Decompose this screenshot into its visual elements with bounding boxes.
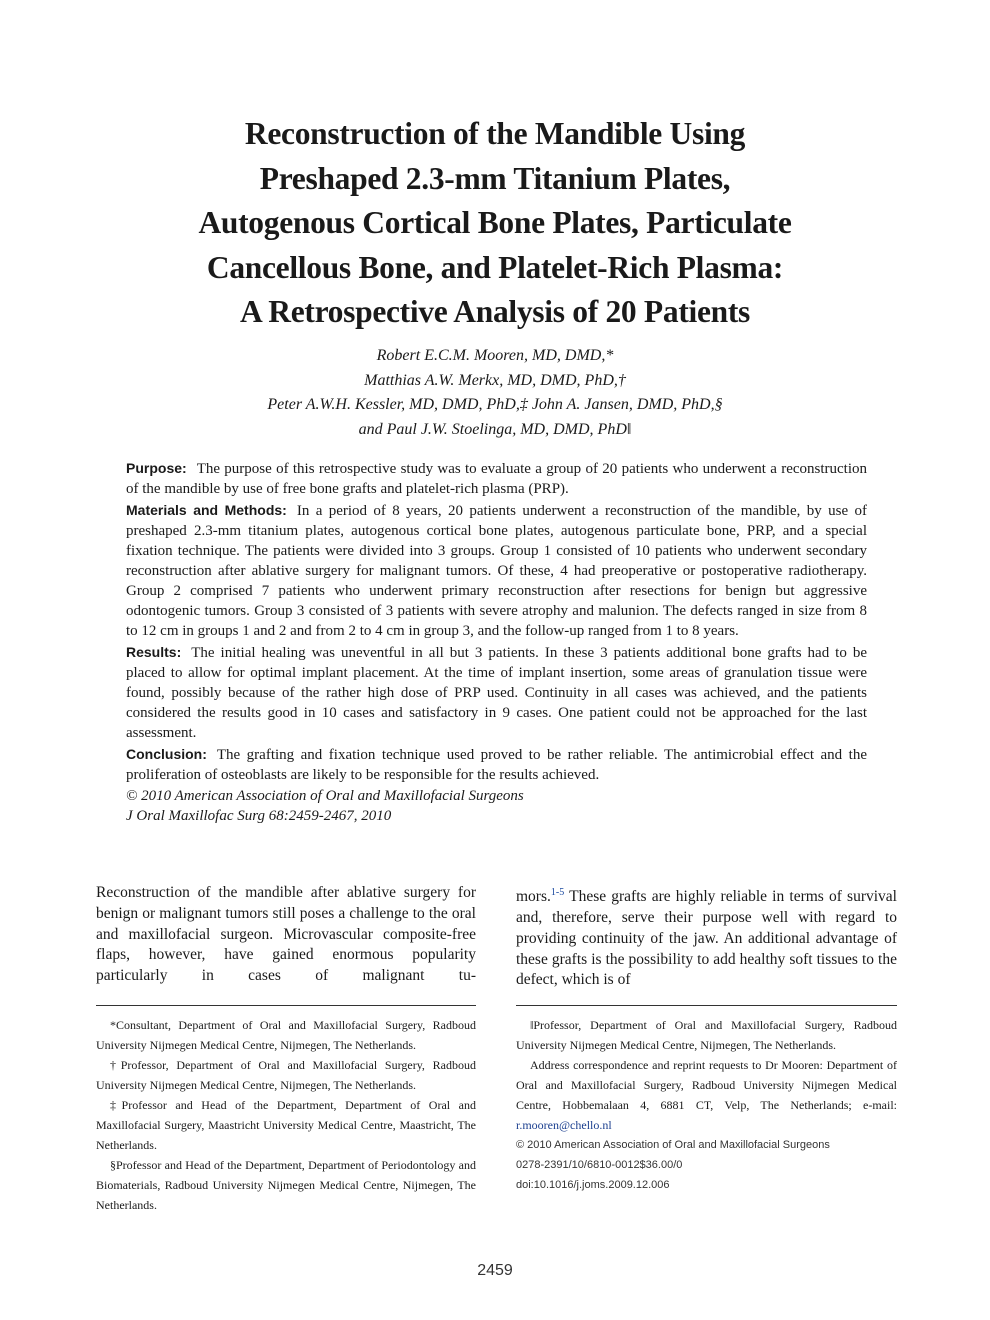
reference-link[interactable]: 1-5 (550, 887, 565, 898)
footnotes-left (96, 1015, 476, 1215)
abstract-text: The initial healing was uneventful in all but 3 patients. In these 3 patients additional bone grafts had to be placed to allow for optimal implant placement. At the time of implant insertion, some areas of granulation tissue were found, possibly because of the rather high dose of PRP used. Continuity in all cases was achieved, and the patients considered the results good in 10 cases and satisfactory in 9 cases. One patient could not be approached for the last assessment. (126, 645, 867, 741)
abstract-purpose (126, 458, 867, 499)
body-text-right (516, 883, 897, 991)
journal-citation: J Oral Maxillofac Surg 68:2459-2467, 2010 (126, 808, 392, 824)
abstract-text: The grafting and fixation technique used proved to be rather reliable. The antimicrobial effect and the proliferation of osteoblasts are likely to be responsible for the results achieved. (126, 747, 867, 783)
section-heading: Purpose: (126, 460, 187, 476)
abstract-conclusion (126, 744, 867, 785)
abstract-methods (126, 500, 867, 641)
title-line: Autogenous Cortical Bone Plates, Particulate (198, 205, 792, 240)
page-number: 2459 (477, 1262, 513, 1279)
body-text-left: Reconstruction of the mandible after ablative surgery for benign or malignant tumors still poses a challenge to the oral and maxillofacial surgeon. Microvascular composite-free flaps, however, have gained enormous popularity particularly in cases of malignant tu- (96, 884, 476, 985)
footnote: §Professor and Head of the Department, Department of Periodontology and Biomaterials, Radboud University Nijmegen Medical Centre, Nijmegen, The Netherlands. (96, 1158, 476, 1212)
body-text: These grafts are highly reliable in terms of survival and, therefore, serve their purpose well with regard to providing continuity of the jaw. An additional advantage of these grafts is the possibility to add healthy soft tissues to the defect, which is of (516, 888, 897, 989)
title-line: Preshaped 2.3-mm Titanium Plates, (259, 160, 731, 196)
footnote-divider (516, 1005, 897, 1006)
author-list (90, 344, 900, 442)
correspondence-text: Address correspondence and reprint requests to Dr Mooren: Department of Oral and Maxillofacial Surgery, Radboud University Nijmegen Medical Centre, Hobbemalaan 4, 6881 CT, Velp, The Netherlands; e-mail: (516, 1058, 897, 1112)
abstract-results (126, 642, 867, 743)
body-text: mors. (516, 888, 551, 906)
footnote-divider (96, 1005, 476, 1006)
author-line: and Paul J.W. Stoelinga, MD, DMD, PhD‖ (358, 420, 632, 438)
abstract-text: In a period of 8 years, 20 patients underwent a reconstruction of the mandible, by use of preshaped 2.3-mm titanium plates, autogenous cortical bone plates, autogenous particulate bone, PRP, and a special fixation technique. The patients were divided into 3 groups. Group 1 consisted of 10 patients who underwent secondary reconstruction after ablative surgery for malignant tumors. Of these, 4 had preoperative or postoperative radiotherapy. Group 2 comprised 7 patients who underwent primary reconstruction after resections for benign but aggressive odontogenic tumors. Group 3 consisted of 3 patients with severe atrophy and malunion. The defects ranged in size from 8 to 12 cm in groups 1 and 2 and from 2 to 4 cm in group 3, and the follow-up ranged from 1 to 8 years. (126, 503, 867, 639)
title-line: A Retrospective Analysis of 20 Patients (239, 294, 751, 329)
section-heading: Conclusion: (126, 746, 207, 762)
footnote: *Consultant, Department of Oral and Maxillofacial Surgery, Radboud University Nijmegen Medical Centre, Nijmegen, The Netherlands. (96, 1018, 476, 1052)
doi-note: doi:10.1016/j.joms.2009.12.006 (516, 1179, 670, 1191)
copyright-note: © 2010 American Association of Oral and Maxillofacial Surgeons (516, 1139, 830, 1151)
footnote: ‖Professor, Department of Oral and Maxillofacial Surgery, Radboud University Nijmegen Medical Centre, Nijmegen, The Netherlands. (516, 1018, 897, 1052)
footnote: ‡Professor and Head of the Department, Department of Oral and Maxillofacial Surgery, Maastricht University Medical Centre, Maastricht, The Netherlands. (96, 1098, 476, 1152)
issn-note: 0278-2391/10/6810-0012$36.00/0 (516, 1159, 683, 1171)
footnotes-right (516, 1015, 897, 1195)
author-line: Robert E.C.M. Mooren, MD, DMD,* (376, 347, 614, 364)
title-line: Cancellous Bone, and Platelet-Rich Plasma: (206, 249, 784, 285)
section-heading: Results: (126, 644, 182, 660)
author-line: Matthias A.W. Merkx, MD, DMD, PhD,† (364, 371, 626, 389)
paper-title (90, 112, 900, 335)
correspondence-note (516, 1055, 897, 1135)
title-line: Reconstruction of the Mandible Using (244, 116, 746, 151)
author-line: Peter A.W.H. Kessler, MD, DMD, PhD,‡ John A. Jansen, DMD, PhD,§ (267, 396, 723, 413)
abstract (126, 458, 867, 826)
abstract-text: The purpose of this retrospective study was to evaluate a group of 20 patients who underwent a reconstruction of the mandible by use of free bone grafts and platelet-rich plasma (PRP). (126, 461, 867, 497)
footnote: †Professor, Department of Oral and Maxillofacial Surgery, Radboud University Nijmegen Medical Centre, Nijmegen, The Netherlands. (96, 1058, 476, 1092)
abstract-copyright: © 2010 American Association of Oral and Maxillofacial Surgeons (126, 788, 524, 804)
section-heading: Materials and Methods: (126, 502, 287, 518)
email-link[interactable]: r.mooren@chello.nl (516, 1118, 612, 1132)
